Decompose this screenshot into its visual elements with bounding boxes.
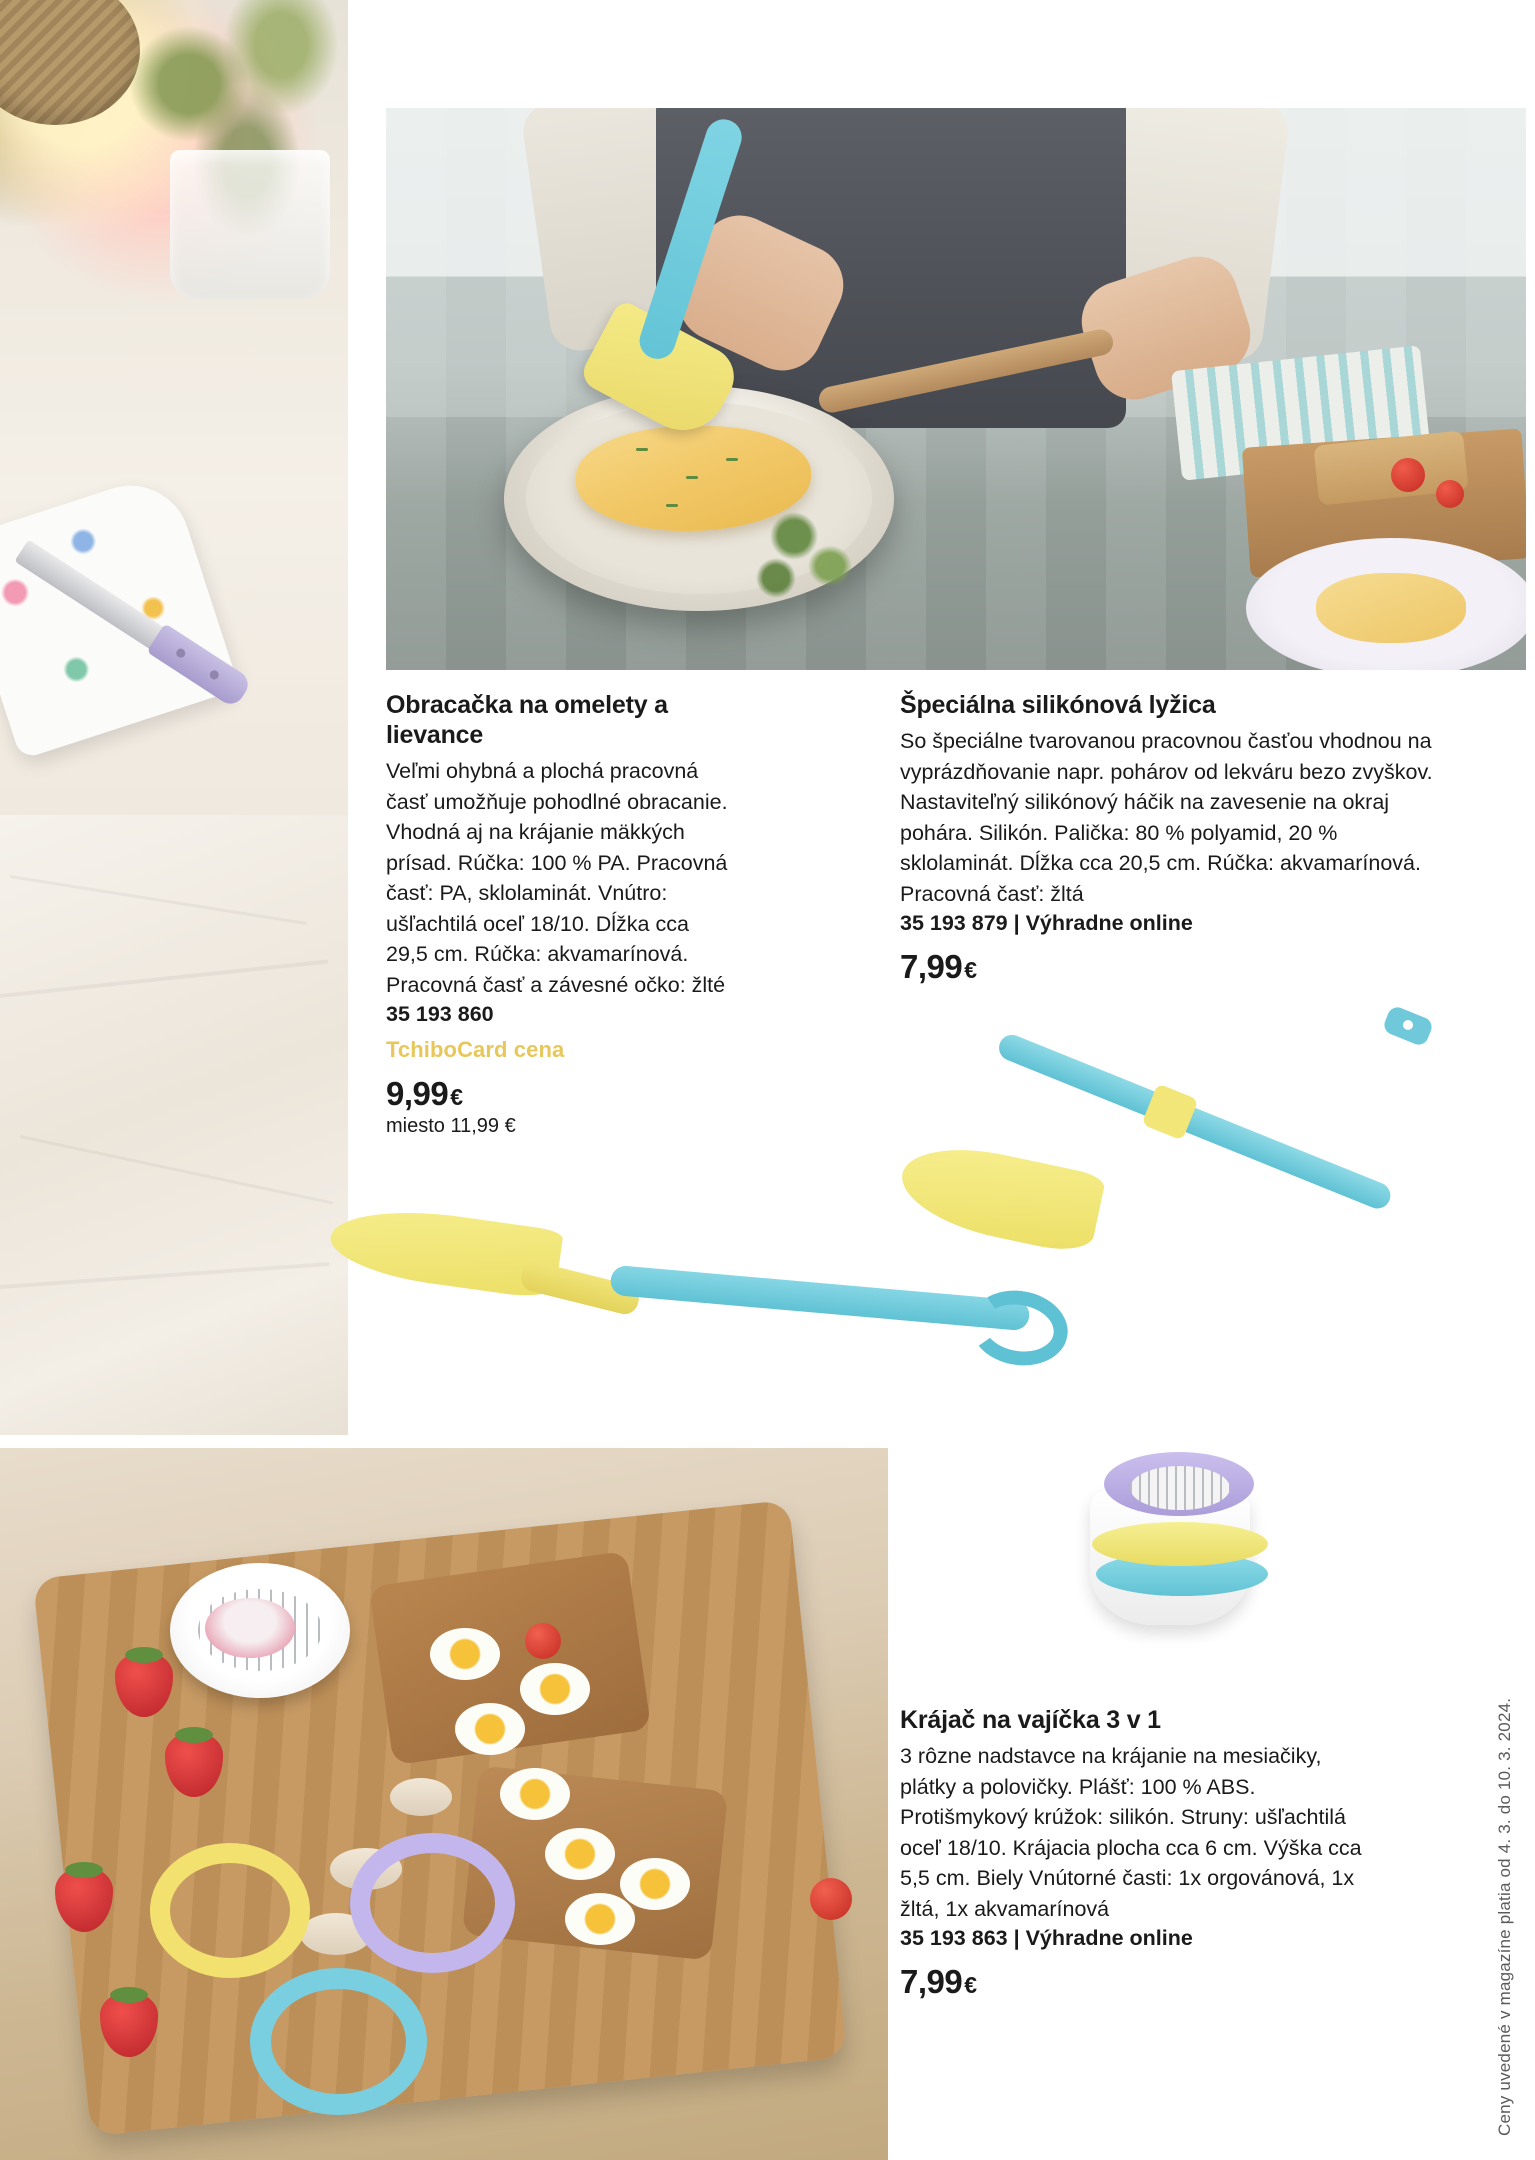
product-old-price: miesto 11,99 € [386,1115,516,1138]
product-price [900,948,1445,986]
product-code: 35 193 860 [386,1002,494,1027]
tomato-shape [810,1878,852,1920]
product-block-eggslicer [900,1705,1380,2001]
price-currency: € [964,957,977,984]
egg-ring-yellow-shape [150,1843,310,1978]
egg-ring-lilac-shape [350,1833,515,1973]
egg-slice-shape [500,1768,570,1820]
tomato-shape [525,1623,561,1659]
product-block-spoon [900,690,1445,986]
product-price [900,1963,1380,2001]
product-price [386,1075,731,1113]
product-code: 35 193 879 | Výhradne online [900,911,1193,936]
egg-slice-shape [620,1858,690,1910]
basket-shape [0,0,140,125]
price-value: 7,99 [900,948,963,986]
egg-slice-shape [565,1893,635,1945]
egg-slicer-product-cutout [1060,1430,1310,1650]
silicone-spoon-product-cutout [880,990,1450,1310]
tchibocard-price-label: TchiboCard cena [386,1037,565,1063]
tomato-shape [1391,458,1425,492]
egg-ring-aqua-shape [250,1968,427,2115]
egg-slice-shape [430,1628,500,1680]
floral-spatula-knife-photo [0,0,348,1435]
product-description: Veľmi ohybná a plochá pracovná časť umožňuje pohodlné obracanie. Vhodná aj na krájanie mäkkých prísad. Rúčka: 100 % PA. Pracovná časť: PA, sklolaminát. Vnútro: ušľachtilá oceľ 18/10. Dĺžka cca 29,5 cm. Rúčka: akvamarínová. Pracovná časť a závesné očko: žlté [386,759,728,997]
plate-omelette-shape [1316,573,1466,643]
product-title: Špeciálna silikónová lyžica [900,691,1216,719]
product-description: So špeciálne tvarovanou pracovnou časťou vhodnou na vyprázdňovanie napr. pohárov od lekváru bezo zvyškov. Nastaviteľný silikónový háčik na zavesenie na okraj pohára. Silikón. Palička: 80 % polyamid, 20 % sklolaminát. Dĺžka cca 20,5 cm. Rúčka: akvamarínová. Pracovná časť: žltá [900,729,1433,906]
radish-shape [205,1598,295,1658]
product-block-turner [386,690,731,1138]
price-currency: € [964,1972,977,1999]
tomato-shape [1436,480,1464,508]
legal-validity-note: Ceny uvedené v magazíne platia od 4. 3. do 10. 3. 2024. [1495,1697,1514,2136]
vase-shape [170,150,330,300]
price-value: 9,99 [386,1075,449,1113]
product-code: 35 193 863 | Výhradne online [900,1926,1193,1951]
product-title: Obracačka na omelety a lievance [386,691,668,749]
egg-slice-shape [545,1828,615,1880]
product-title: Krájač na vajíčka 3 v 1 [900,1706,1161,1734]
price-value: 7,99 [900,1963,963,2001]
price-currency: € [450,1084,463,1111]
egg-slice-shape [455,1703,525,1755]
product-description: 3 rôzne nadstavce na krájanie na mesiačiky, plátky a polovičky. Plášť: 100 % ABS. Protišmykový krúžok: silikón. Struny: ušľachtilá oceľ 18/10. Krájacia plocha cca 6 cm. Výška cca 5,5 cm. Biely Vnútorné časti: 1x orgovánová, 1x žltá, 1x akvamarínová [900,1744,1362,1921]
linen-cloth-shape [0,815,348,1435]
egg-slice-shape [520,1663,590,1715]
herb-shape [746,488,866,608]
mushroom-shape [390,1778,452,1816]
kitchen-pan-omelette-photo [386,108,1526,670]
egg-slicer-cutting-board-photo [0,1448,888,2160]
